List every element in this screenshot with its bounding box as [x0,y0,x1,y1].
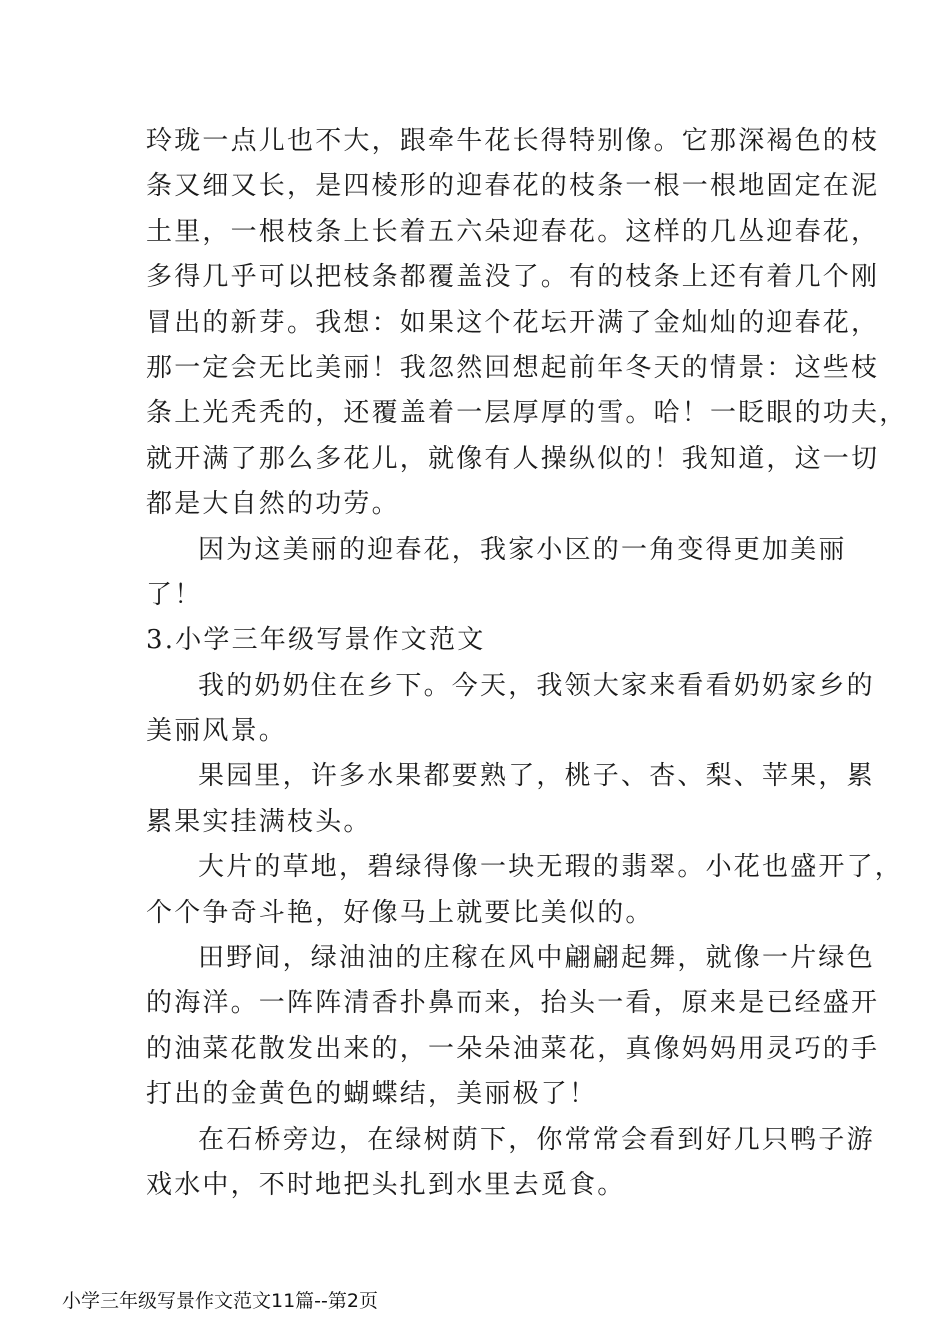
paragraph-2 [146,528,847,619]
paragraph-1 [146,119,908,528]
text-line: 因为这美丽的迎春花，我家小区的一角变得更加美丽 [198,534,847,565]
text-line: 大片的草地，碧绿得像一块无瑕的翡翠。小花也盛开了， [198,852,904,883]
text-line: 田野间，绿油油的庄稼在风中翩翩起舞，就像一片绿色 [198,943,875,974]
paragraph-4 [146,754,875,845]
text-line: 美丽风景。 [146,716,288,747]
text-line: 冒出的新芽。我想：如果这个花坛开满了金灿灿的迎春花， [146,307,880,338]
text-line: 戏水中，不时地把头扎到水里去觅食。 [146,1169,626,1200]
text-line: 了！ [146,579,203,610]
text-line: 果园里，许多水果都要熟了，桃子、杏、梨、苹果，累 [198,761,875,792]
text-line: 土里，一根枝条上长着五六朵迎春花。这样的几丛迎春花， [146,216,880,247]
text-line: 个个争奇斗艳，好像马上就要比美似的。 [146,897,654,928]
paragraph-7 [146,1118,875,1209]
text-line: 玲珑一点儿也不大，跟牵牛花长得特别像。它那深褐色的枝 [146,126,880,156]
text-line: 都是大自然的功劳。 [146,489,400,520]
text-line: 我的奶奶住在乡下。今天，我领大家来看看奶奶家乡的 [198,670,875,701]
paragraph-5 [146,845,904,936]
text-line: 条上光秃秃的，还覆盖着一层厚厚的雪。哈！一眨眼的功夫， [146,398,908,429]
text-line: 多得几乎可以把枝条都覆盖没了。有的枝条上还有着几个刚 [146,262,880,293]
text-line: 的油菜花散发出来的，一朵朵油菜花，真像妈妈用灵巧的手 [146,1033,880,1064]
page-footer: 小学三年级写景作文范文11篇--第2页 [62,1290,378,1312]
text-line: 就开满了那么多花儿，就像有人操纵似的！我知道，这一切 [146,443,880,474]
document-body [146,119,908,1208]
text-line: 条又细又长，是四棱形的迎春花的枝条一根一根地固定在泥 [146,171,880,202]
text-line: 打出的金黄色的蝴蝶结，美丽极了！ [146,1079,598,1110]
text-line: 的海洋。一阵阵清香扑鼻而来，抬头一看，原来是已经盛开 [146,988,880,1019]
paragraph-3 [146,664,875,755]
text-line: 累果实挂满枝头。 [146,806,372,837]
text-line: 那一定会无比美丽！我忽然回想起前年冬天的情景：这些枝 [146,352,880,383]
paragraph-6 [146,936,880,1118]
text-line: 在石桥旁边，在绿树荫下，你常常会看到好几只鸭子游 [198,1124,875,1155]
section-heading: 3.小学三年级写景作文范文 [146,625,486,656]
